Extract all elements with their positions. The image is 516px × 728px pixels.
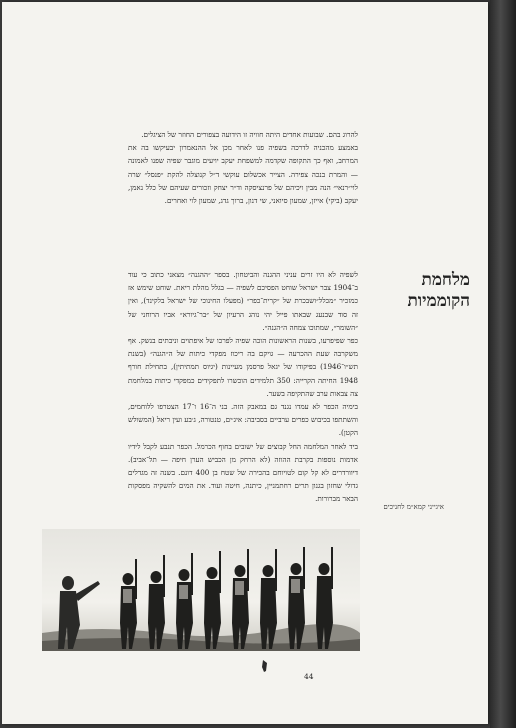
page-number: 44 [304,672,314,681]
text-block-main [128,268,358,506]
chapter-title-line: הקוממיות [407,291,470,311]
chapter-title-line: מלחמת [421,270,470,290]
paragraph: כפר שפיפרעו, בשנות הראשונות הוכה שפיה לפרכו של איפתוים וניבתים בנשק. אף משקרבה שעת ההכרעה — גויקם בה ריכוז מפקדי כיתות של ה״הגנה״ (בשנת תש״ו־1946) בפיקודו של יגאל פרסמן מעיינות (יגיוס תמתיתין), בתחילת חורף 1948 החיתה הקרייה: 350 תלמידים הוכשרו לתפקידים כמפקדי כיתות במלחמת צה צבאות ערב שהתקיפה בשער. [128,336,358,398]
photo-caption: איגייני קמא״מ לחניכים [383,503,444,511]
soldiers-photo [42,529,360,651]
book-spine-edge [490,0,516,728]
paragraph: בימיה הכפר לא עמדו נגנד גם במאבק הזה. בני ה־16 ו־17 הצטרפו ללוחמים, והשתתפו בכיבוש כפרים ערביים בסביבה: איג׳ים, טנטורה, ג׳בע ועין ריאל (המשולש הקטן). [128,402,358,438]
book-page [2,2,488,724]
paragraph: לשפיה לא היו זרים עניני ההגנה והביטחון. בספר ״ההגנה״ מצאני כתוב כי עוד ב־1904 צבר ישראל שוחט הפסיכם לשפיה — בגלל מהלת ריאת. שוחט שימש אז כמזכיר ״מכלל״ושבכרת של ״קרית־כפר״ (מפעלו החינוכי של ישראל בלקינד), ואין זה סוד שבנעג שבאתו פייל יהי נוהג הרעיון של ״בר־גיורא״ אביו הרוחני של ״השומר״, שמתוכו צמחה ה״הגנה״. [128,270,358,332]
pen-mark-icon [260,659,270,673]
chapter-title [374,270,470,312]
paragraph: ביד לאחר המלחמה החל קבוצים של ישובים בחוף הכרמל. הכפר תנבע לקבל לידיו אדמות נוספות בקרבת ההוזה (לא הרחק מן הכביש הערן חיפה — תל־אביב). דיוורדרים לא קל קום לטויוחם בהכירה של שטח בן 400 דונם. בשנה זה מגדלים גדולי שחזון בגנון תרים רחתמניין, כיתנה, חיטה ועוד. את המים להשקיה מפסקות הבאר מברורות. [128,441,359,504]
paragraph: באמצע מהכניה לדרכה בשפיה פנו לאחר מכן אל ההנאמרון יבעיקשו בה את המרחב, ואף כך התקופה שקדמה למשפחת יעקב יויעים מוגבר שפיה שפנו לאמונה — והמרת בנכה צפירה. הצייר אכשלום עוקשי ד״ל קנוצלה להקת ״פנסל״ שרה לוי״רנאי״ הנה מבין ויכיהם של פרנציסקה וד״ר יצחק וזכורים שעיהם של כלל נאמן, יעקב (ביקי) אייזן, שמעון סיואני, שי דנון, ברוך גדג, שמעון לוי ואחרים. [128,143,358,206]
text-block-top [128,128,358,207]
paragraph: להרוג בהם. שבועות אחדים היתה חוויה זו הידועה בצפורים החוזר של הציגלים. [141,130,358,139]
